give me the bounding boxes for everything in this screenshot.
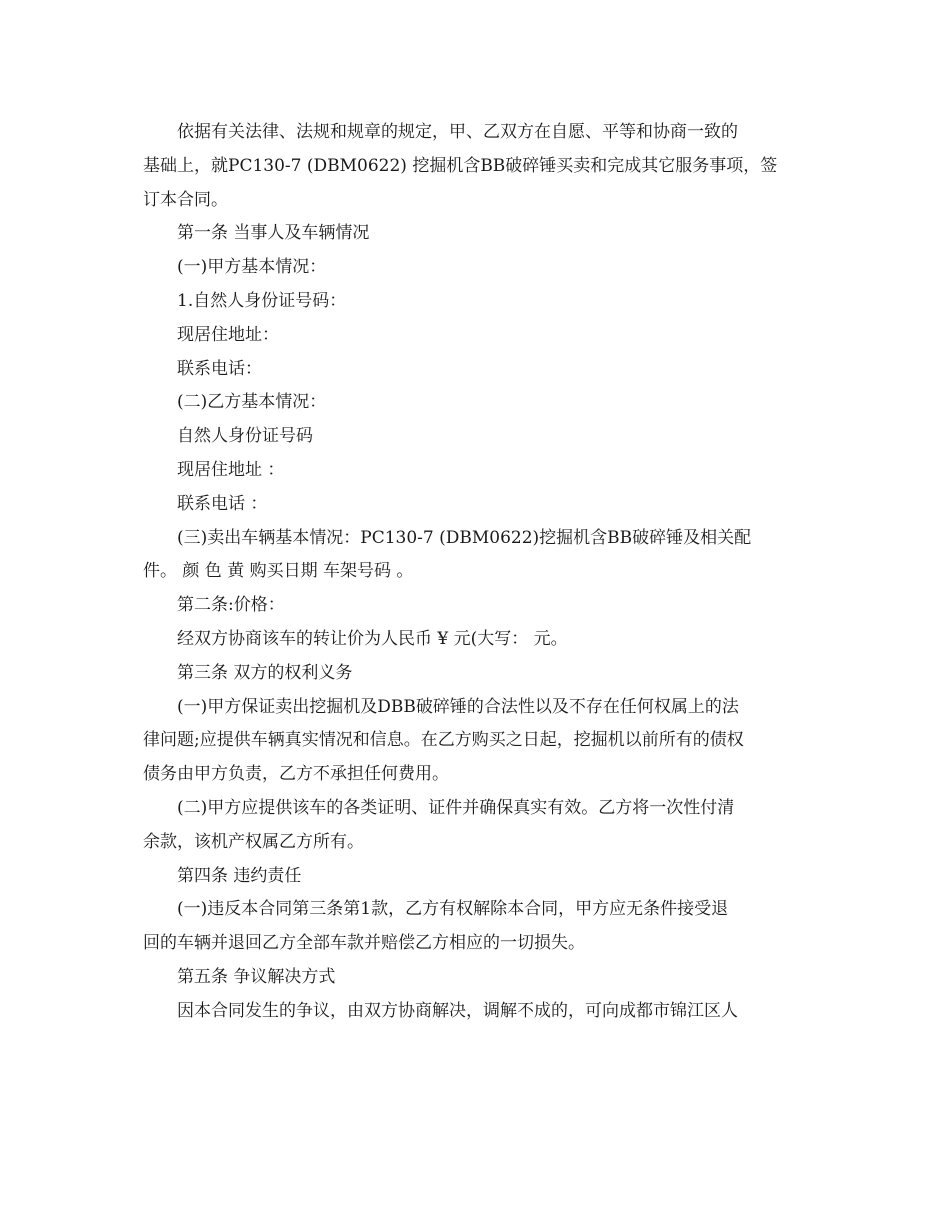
paragraph bbox=[143, 792, 811, 860]
paragraph bbox=[143, 691, 811, 792]
contract-body bbox=[143, 116, 811, 1029]
text-line: 回的车辆并退回乙方全部车款并赔偿乙方相应的一切损失。 bbox=[143, 933, 585, 954]
paragraph bbox=[143, 116, 811, 217]
text-line: 因本合同发生的争议，由双方协商解决，调解不成的，可向成都市锦江区人 bbox=[177, 1000, 738, 1021]
text-line: 订本合同。 bbox=[143, 189, 228, 210]
text-line: 第一条 当事人及车辆情况 bbox=[177, 223, 370, 244]
paragraph bbox=[143, 995, 811, 1029]
paragraph bbox=[143, 488, 811, 522]
paragraph bbox=[143, 623, 811, 657]
text-line: 自然人身份证号码 bbox=[177, 426, 313, 447]
paragraph bbox=[143, 319, 811, 353]
text-line: 联系电话 ： bbox=[177, 493, 268, 514]
paragraph bbox=[143, 522, 811, 590]
text-line: 第四条 违约责任 bbox=[177, 865, 302, 886]
paragraph bbox=[143, 589, 811, 623]
text-line: (一)甲方保证卖出挖掘机及DBB破碎锤的合法性以及不存在任何权属上的法 bbox=[177, 696, 739, 717]
paragraph bbox=[143, 860, 811, 894]
paragraph bbox=[143, 657, 811, 691]
paragraph bbox=[143, 386, 811, 420]
text-line: 现居住地址 ： bbox=[177, 459, 285, 480]
text-line: 第二条:价格： bbox=[177, 595, 285, 616]
text-line: 第五条 争议解决方式 bbox=[177, 966, 336, 987]
text-line: (一)违反本合同第三条第1款，乙方有权解除本合同，甲方应无条件接受退 bbox=[177, 899, 729, 920]
text-line: (二)乙方基本情况： bbox=[177, 392, 327, 413]
text-line: 联系电话： bbox=[177, 358, 262, 379]
paragraph bbox=[143, 893, 811, 961]
paragraph bbox=[143, 353, 811, 387]
text-line: 基础上，就PC130-7 (DBM0622) 挖掘机含BB破碎锤买卖和完成其它服务事项，签 bbox=[143, 155, 778, 176]
paragraph bbox=[143, 285, 811, 319]
paragraph bbox=[143, 454, 811, 488]
text-line: 件。 颜 色 黄 购买日期 车架号码 。 bbox=[143, 561, 414, 582]
paragraph bbox=[143, 251, 811, 285]
text-line: 律问题;应提供车辆真实情况和信息。在乙方购买之日起，挖掘机以前所有的债权 bbox=[143, 730, 744, 751]
text-line: 依据有关法律、法规和规章的规定，甲、乙双方在自愿、平等和协商一致的 bbox=[177, 122, 738, 142]
text-line: 经双方协商该车的转让价为人民币 ¥ 元(大写： 元。 bbox=[177, 628, 568, 649]
text-line: (一)甲方基本情况： bbox=[177, 257, 327, 278]
text-line: (二)甲方应提供该车的各类证明、证件并确保真实有效。乙方将一次性付清 bbox=[177, 797, 735, 818]
text-line: 债务由甲方负责，乙方不承担任何费用。 bbox=[143, 764, 449, 785]
paragraph bbox=[143, 217, 811, 251]
paragraph bbox=[143, 961, 811, 995]
text-line: 第三条 双方的权利义务 bbox=[177, 662, 353, 683]
text-line: 余款，该机产权属乙方所有。 bbox=[143, 831, 364, 852]
text-line: 现居住地址： bbox=[177, 324, 279, 345]
text-line: (三)卖出车辆基本情况：PC130-7 (DBM0622)挖掘机含BB破碎锤及相关配 bbox=[177, 527, 752, 548]
paragraph bbox=[143, 420, 811, 454]
text-line: 1.自然人身份证号码： bbox=[177, 290, 347, 311]
